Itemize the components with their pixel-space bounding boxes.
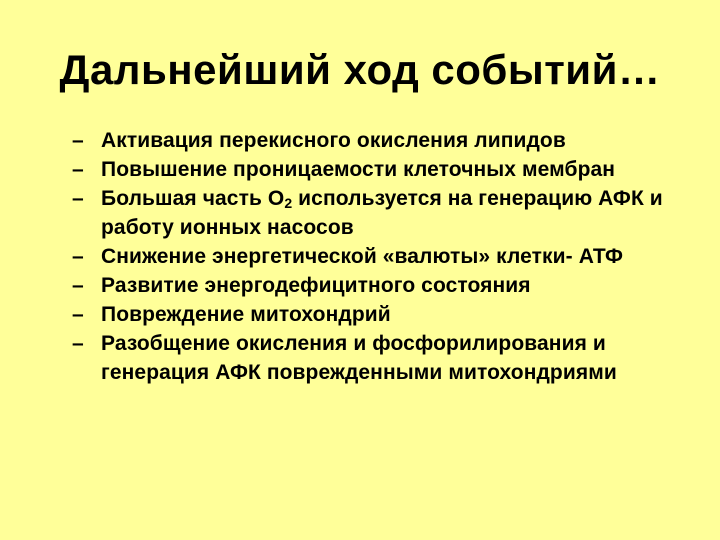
bullet-text: Снижение энергетической «валюты» клетки- АТФ <box>101 245 624 268</box>
bullet-item-oxygen-usage <box>72 184 692 242</box>
bullet-item-mitochondria-damage <box>72 300 692 329</box>
bullet-dash-icon: – <box>72 332 84 355</box>
bullet-item-membrane-permeability <box>72 155 692 184</box>
bullet-dash-icon: – <box>72 303 84 326</box>
bullet-dash-icon: – <box>72 245 84 268</box>
bullet-text-end: используется на генерацию АФК и работу ионных насосов <box>101 187 663 239</box>
bullet-dash-icon: – <box>72 187 84 210</box>
bullet-dash-icon: – <box>72 158 84 181</box>
bullet-list <box>72 126 692 387</box>
slide-title: Дальнейший ход событий… <box>59 46 661 93</box>
bullet-item-energy-deficit <box>72 271 692 300</box>
bullet-text: Активация перекисного окисления липидов <box>101 129 566 152</box>
bullet-text-start: Большая часть O <box>101 187 285 210</box>
bullet-item-lipid-peroxidation <box>72 126 692 155</box>
bullet-text: Повышение проницаемости клеточных мембран <box>101 158 616 181</box>
bullet-text: Повреждение митохондрий <box>101 303 391 326</box>
bullet-item-uncoupling <box>72 329 692 387</box>
bullet-item-energy-currency <box>72 242 692 271</box>
oxygen-subscript: 2 <box>284 195 293 211</box>
bullet-dash-icon: – <box>72 129 84 152</box>
bullet-text: Разобщение окисления и фосфорилирования и генерация АФК поврежденными митохондриями <box>101 332 617 384</box>
bullet-text: Развитие энергодефицитного состояния <box>101 274 531 297</box>
bullet-dash-icon: – <box>72 274 84 297</box>
